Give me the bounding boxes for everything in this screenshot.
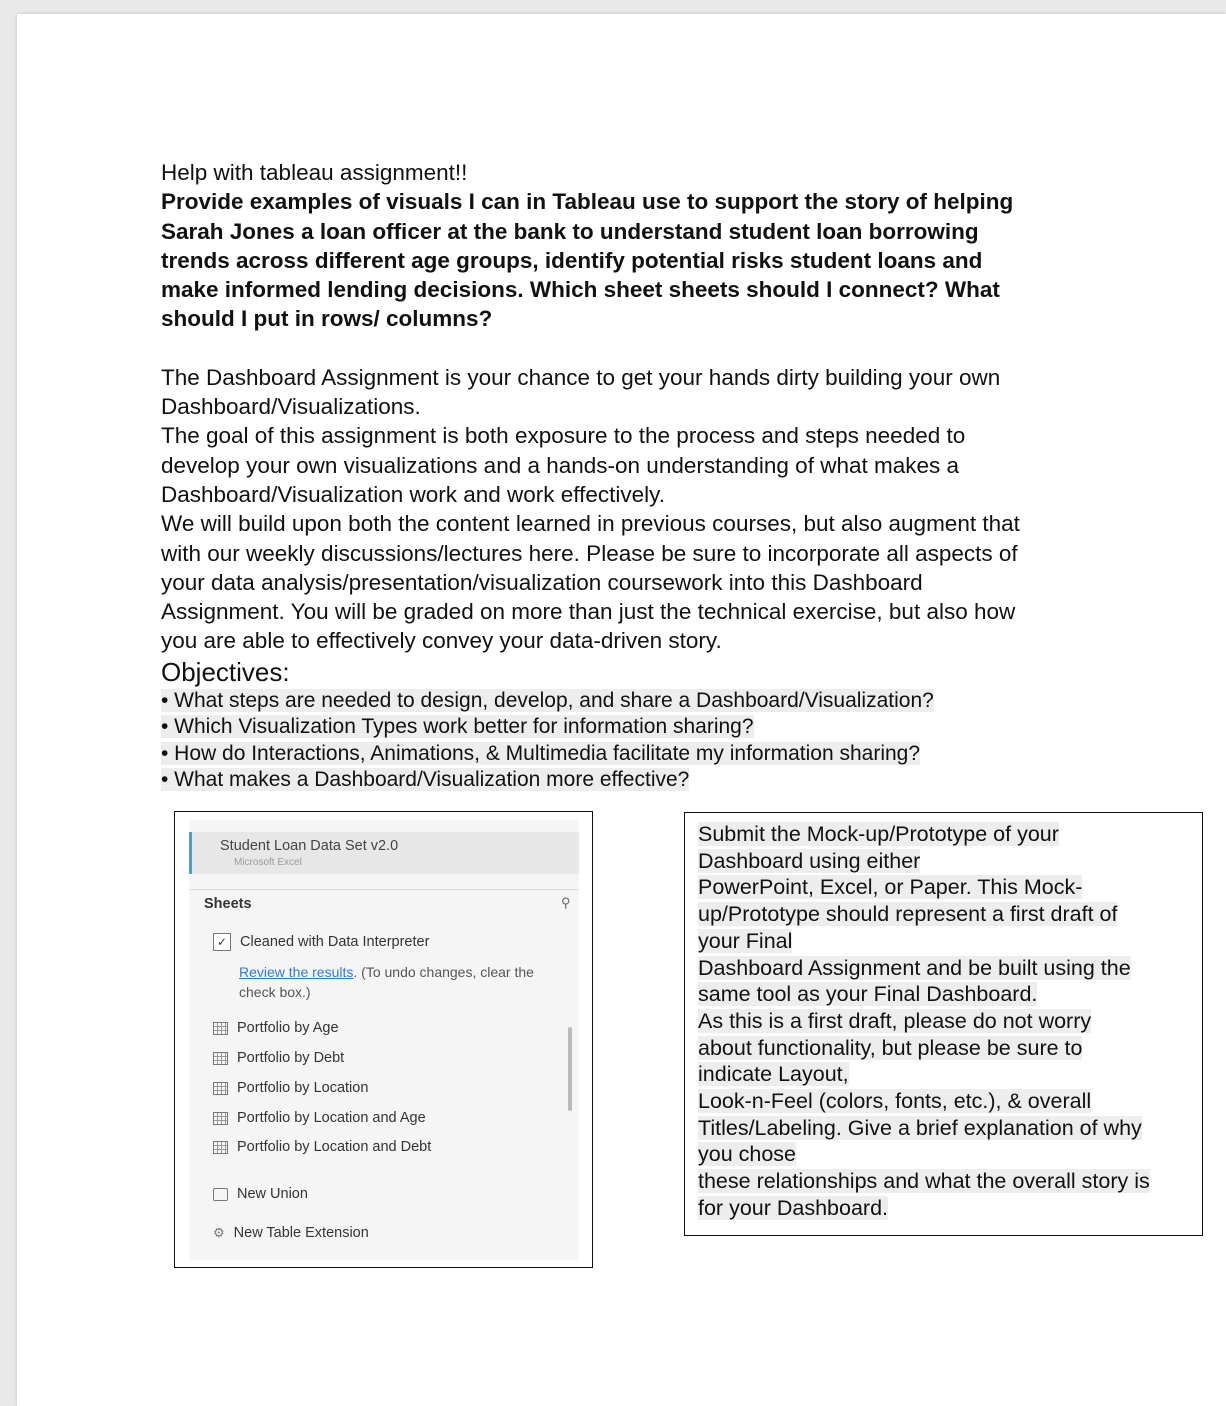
question-line: trends across different age groups, identify potential risks student loans and xyxy=(161,247,983,273)
table-icon xyxy=(213,1112,228,1125)
data-source[interactable] xyxy=(189,832,579,874)
extension-icon: ⚙ xyxy=(213,1225,225,1240)
interpreter-checkbox[interactable] xyxy=(213,933,429,951)
line: Submit the Mock-up/Prototype of your xyxy=(698,822,1059,846)
new-union-label: New Union xyxy=(237,1186,308,1202)
table-icon xyxy=(213,1141,228,1154)
checkbox-checked-icon[interactable]: ✓ xyxy=(213,933,231,951)
line: you are able to effectively convey your data-driven story. xyxy=(161,628,722,654)
paragraph-1 xyxy=(161,363,1020,422)
source-type: Microsoft Excel xyxy=(234,857,302,868)
line: your Final xyxy=(698,928,793,953)
line: develop your own visualizations and a hands-on understanding of what makes a xyxy=(161,452,960,478)
line: about functionality, but please be sure to xyxy=(698,1035,1083,1060)
question-line: Sarah Jones a loan officer at the bank to understand student loan borrowing xyxy=(161,218,979,244)
line: PowerPoint, Excel, or Paper. This Mock- xyxy=(698,875,1083,900)
document-body xyxy=(161,158,1020,794)
question-line: make informed lending decisions. Which sheet sheets should I connect? What xyxy=(161,277,1000,303)
line: for your Dashboard. xyxy=(698,1195,889,1220)
sheet-name: Portfolio by Location and Age xyxy=(237,1110,426,1126)
submission-instructions-box xyxy=(684,812,1203,1236)
line: As this is a first draft, please do not worry xyxy=(698,1008,1092,1033)
table-icon xyxy=(213,1082,228,1095)
line: up/Prototype should represent a first draft of xyxy=(698,902,1118,927)
objective-item: • What steps are needed to design, develop, and share a Dashboard/Visualization? xyxy=(161,688,934,712)
line: Dashboard using either xyxy=(698,848,921,873)
title: Help with tableau assignment!! xyxy=(161,160,468,185)
line: you chose xyxy=(698,1142,797,1167)
line: The goal of this assignment is both exposure to the process and steps needed to xyxy=(161,423,966,449)
tableau-screenshot xyxy=(174,811,593,1268)
line: Dashboard Assignment and be built using the xyxy=(698,955,1131,980)
review-results-link[interactable]: Review the results xyxy=(239,964,354,980)
question xyxy=(161,187,1020,333)
data-source-panel xyxy=(189,820,579,1260)
question-line: Provide examples of visuals I can in Tableau use to support the story of helping xyxy=(161,189,1014,215)
line: Dashboard/Visualization work and work effectively. xyxy=(161,481,666,507)
objective-item: • What makes a Dashboard/Visualization more effective? xyxy=(161,768,690,792)
union-icon xyxy=(213,1188,228,1201)
sheet-item[interactable] xyxy=(213,1050,344,1066)
line: indicate Layout, xyxy=(698,1062,849,1087)
question-line: should I put in rows/ columns? xyxy=(161,306,493,332)
line: Look-n-Feel (colors, fonts, etc.), & overall xyxy=(698,1089,1092,1114)
table-icon xyxy=(213,1022,228,1035)
line: The Dashboard Assignment is your chance to get your hands dirty building your own xyxy=(161,364,1001,390)
objectives-heading: Objectives: xyxy=(161,656,290,687)
objective-item: • How do Interactions, Animations, & Multimedia facilitate my information sharing? xyxy=(161,741,921,765)
sheet-name: Portfolio by Debt xyxy=(237,1050,345,1066)
review-note xyxy=(239,962,569,1002)
source-name: Student Loan Data Set v2.0 xyxy=(220,838,399,854)
line: these relationships and what the overall story is xyxy=(698,1169,1150,1194)
new-union[interactable] xyxy=(213,1186,308,1202)
new-table-extension[interactable] xyxy=(213,1225,369,1241)
paragraph-3 xyxy=(161,509,1020,655)
search-icon[interactable]: ⚲ xyxy=(561,895,571,910)
table-icon xyxy=(213,1052,228,1065)
objectives-list xyxy=(161,688,1020,794)
paragraph-2 xyxy=(161,421,1020,509)
sheet-item[interactable] xyxy=(213,1080,368,1096)
line: Titles/Labeling. Give a brief explanation of why xyxy=(698,1115,1142,1140)
sheet-name: Portfolio by Age xyxy=(237,1020,339,1036)
note-text: check box.) xyxy=(239,984,311,1000)
objective-item: • Which Visualization Types work better for information sharing? xyxy=(161,715,754,739)
note-text: . (To undo changes, clear the xyxy=(353,964,534,980)
sheet-name: Portfolio by Location xyxy=(237,1080,369,1096)
line: your data analysis/presentation/visualization coursework into this Dashboard xyxy=(161,569,923,595)
line: We will build upon both the content learned in previous courses, but also augment that xyxy=(161,511,1020,537)
sheet-item[interactable] xyxy=(213,1020,339,1036)
line: Dashboard/Visualizations. xyxy=(161,394,421,420)
sheet-name: Portfolio by Location and Debt xyxy=(237,1139,432,1155)
line: Assignment. You will be graded on more than just the technical exercise, but also how xyxy=(161,599,1016,625)
line: with our weekly discussions/lectures here. Please be sure to incorporate all aspects of xyxy=(161,540,1018,566)
new-table-extension-label: New Table Extension xyxy=(233,1225,369,1241)
scrollbar[interactable] xyxy=(568,1027,572,1111)
interpreter-label: Cleaned with Data Interpreter xyxy=(240,934,430,950)
sheet-item[interactable] xyxy=(213,1110,426,1126)
sheets-label: Sheets xyxy=(204,896,252,912)
line: same tool as your Final Dashboard. xyxy=(698,982,1038,1007)
sheet-item[interactable] xyxy=(213,1139,431,1155)
